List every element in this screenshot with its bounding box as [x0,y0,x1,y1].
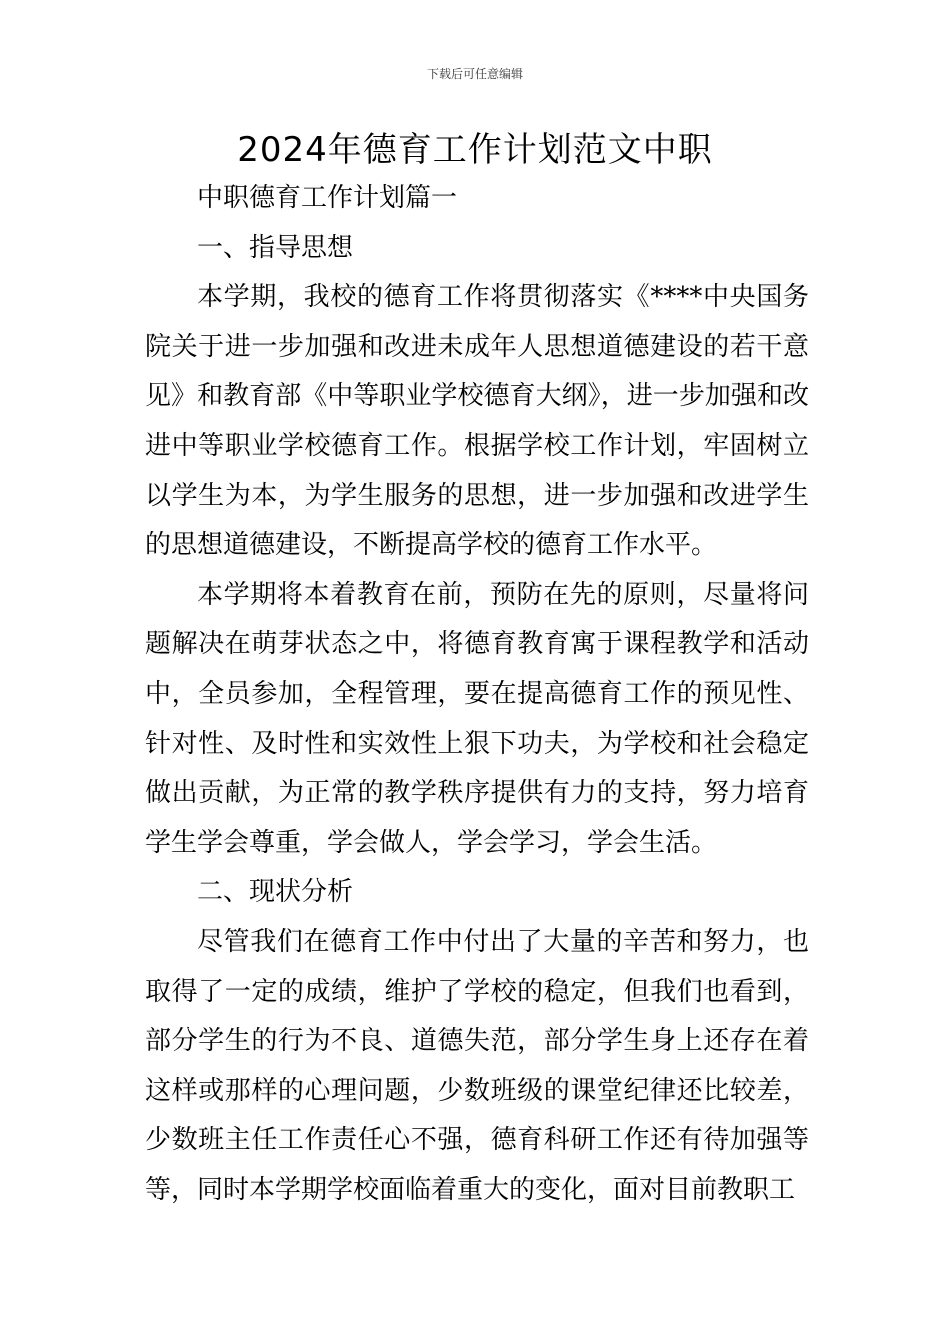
section-heading-guiding-ideology: 一、指导思想 [197,232,354,263]
section-heading-plan: 中职德育工作计划篇一 [197,183,458,213]
download-note: 下载后可任意编辑 [426,67,523,81]
paragraph-guiding-ideology: 本学期，我校的德育工作将贯彻落实《****中央国务院关于进一步加强和改进未成年人思想道德建设的若干意见》和教育部《中等职业学校德育大纲》，进一步加强和改进中等职业学校德育工作。根据学校工作计划，牢固树立以学生为本，为学生服务的思想，进一步加强和改进学生的思想道德建设，不断提高学校的德育工作水平。 [145,282,809,561]
paragraph-status-analysis: 尽管我们在德育工作中付出了大量的辛苦和努力，也取得了一定的成绩，维护了学校的稳定，但我们也看到，部分学生的行为不良、道德失范，部分学生身上还存在着这样或那样的心理问题，少数班级的课堂纪律还比较差，少数班主任工作责任心不强，德育科研工作还有待加强等等，同时本学期学校面临着重大的变化，面对目前教职工 [145,926,809,1205]
document-body [145,174,809,1215]
paragraph-principles: 本学期将本着教育在前，预防在先的原则，尽量将问题解决在萌芽状态之中，将德育教育寓于课程教学和活动中，全员参加，全程管理，要在提高德育工作的预见性、针对性、及时性和实效性上狠下功夫，为学校和社会稳定做出贡献，为正常的教学秩序提供有力的支持，努力培育学生学会尊重，学会做人，学会学习，学会生活。 [145,579,809,858]
section-heading-status-analysis: 二、现状分析 [197,877,354,908]
document-title: 2024年德育工作计划范文中职 [237,130,713,170]
